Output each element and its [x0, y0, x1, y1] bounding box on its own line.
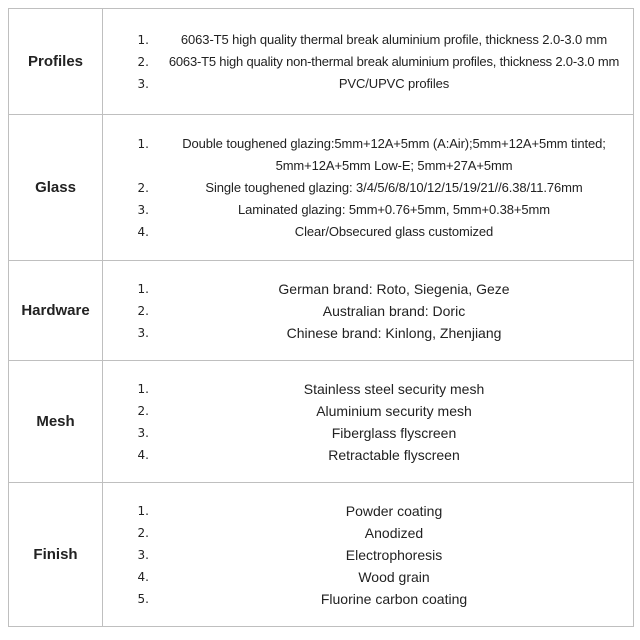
item-number: 3. — [137, 76, 149, 91]
item-text: Laminated glazing: 5mm+0.76+5mm, 5mm+0.38+5mm — [238, 201, 550, 217]
spec-table — [8, 8, 634, 627]
row-items — [103, 361, 634, 483]
row-label: Glass — [9, 115, 103, 261]
item-number: 5. — [137, 591, 149, 606]
table-row-glass — [9, 115, 634, 261]
item-number: 2. — [137, 403, 149, 418]
list-item — [103, 29, 629, 51]
row-items — [103, 115, 634, 261]
item-text: 6063-T5 high quality thermal break aluminium profile, thickness 2.0-3.0 mm — [180, 31, 608, 47]
item-text: Anodized — [364, 524, 424, 541]
item-number: 1. — [137, 381, 149, 396]
item-text: Retractable flyscreen — [328, 446, 460, 463]
list-item — [103, 422, 629, 444]
row-items — [103, 483, 634, 627]
item-number: 4. — [137, 447, 149, 462]
list-item — [103, 522, 629, 544]
list-item — [103, 444, 629, 466]
item-number: 3. — [137, 202, 149, 217]
row-label: Hardware — [9, 261, 103, 361]
item-number: 3. — [137, 325, 149, 340]
list-item — [103, 51, 629, 73]
item-text: Aluminium security mesh — [316, 402, 472, 419]
list-item — [103, 73, 629, 95]
list-item — [103, 177, 629, 199]
row-label: Finish — [9, 483, 103, 627]
item-text: Chinese brand: Kinlong, Zhenjiang — [286, 324, 502, 341]
item-text: PVC/UPVC profiles — [338, 75, 450, 91]
list-item — [103, 378, 629, 400]
item-text: Double toughened glazing:5mm+12A+5mm (A:Air);5mm+12A+5mm tinted; 5mm+12A+5mm Low-E; 5mm+27A+5mm — [182, 135, 606, 173]
list-item — [103, 199, 629, 221]
item-text: German brand: Roto, Siegenia, Geze — [278, 280, 510, 297]
item-text: Australian brand: Doric — [322, 302, 466, 319]
table-row-hardware — [9, 261, 634, 361]
item-text: Single toughened glazing: 3/4/5/6/8/10/12/15/19/21//6.38/11.76mm — [205, 179, 583, 195]
list-item — [103, 566, 629, 588]
table-row-mesh — [9, 361, 634, 483]
list-item — [103, 544, 629, 566]
row-items — [103, 261, 634, 361]
item-number: 3. — [137, 425, 149, 440]
item-text: Fiberglass flyscreen — [331, 424, 457, 441]
list-item — [103, 400, 629, 422]
item-number: 1. — [137, 32, 149, 47]
list-item — [103, 221, 629, 243]
item-text: Powder coating — [345, 502, 443, 519]
item-number: 2. — [137, 180, 149, 195]
row-items — [103, 9, 634, 115]
item-text: Electrophoresis — [345, 546, 443, 563]
list-item — [103, 500, 629, 522]
list-item — [103, 588, 629, 610]
table-row-profiles — [9, 9, 634, 115]
item-text: 6063-T5 high quality non-thermal break aluminium profiles, thickness 2.0-3.0 mm — [168, 53, 620, 69]
item-number: 4. — [137, 569, 149, 584]
item-number: 2. — [137, 54, 149, 69]
row-label: Profiles — [9, 9, 103, 115]
item-number: 2. — [137, 525, 149, 540]
item-number: 1. — [137, 136, 149, 151]
row-label: Mesh — [9, 361, 103, 483]
item-text: Wood grain — [358, 568, 430, 585]
item-number: 2. — [137, 303, 149, 318]
list-item — [103, 322, 629, 344]
item-text: Stainless steel security mesh — [303, 380, 485, 397]
item-number: 1. — [137, 503, 149, 518]
item-text: Fluorine carbon coating — [320, 590, 468, 607]
list-item — [103, 278, 629, 300]
item-text: Clear/Obsecured glass customized — [294, 223, 494, 239]
item-number: 1. — [137, 281, 149, 296]
table-row-finish — [9, 483, 634, 627]
list-item — [103, 133, 629, 177]
item-number: 4. — [137, 224, 149, 239]
item-number: 3. — [137, 547, 149, 562]
list-item — [103, 300, 629, 322]
